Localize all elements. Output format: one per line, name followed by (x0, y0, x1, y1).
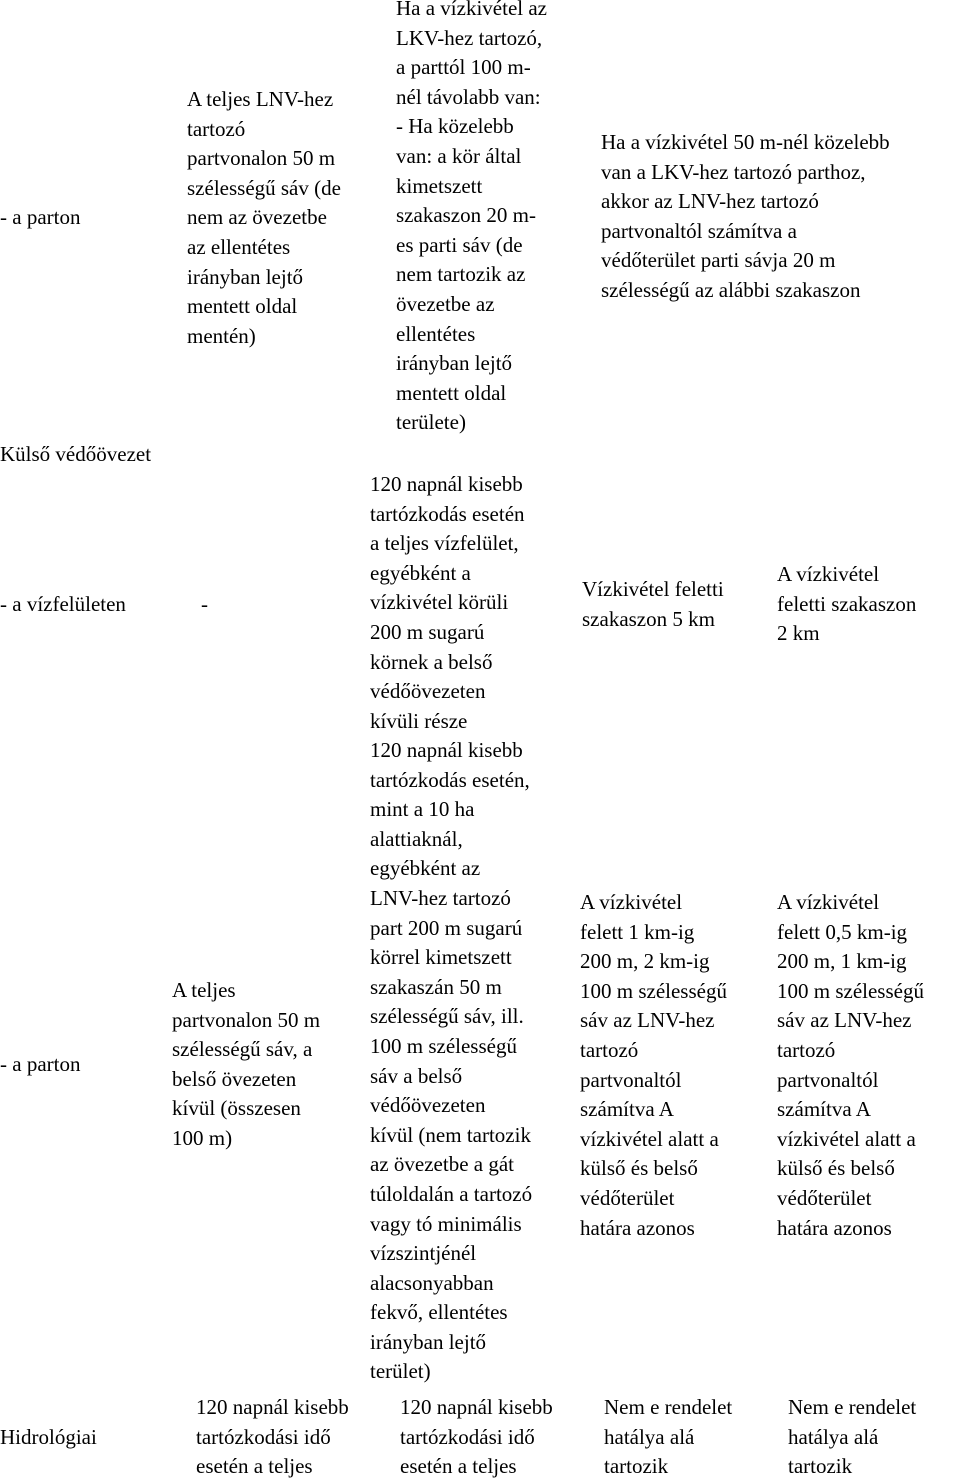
row-label-parton-lower: - a parton (0, 1052, 81, 1076)
group-label-kulso-vedoovezet: Külső védőövezet (0, 442, 152, 466)
row-label-vizfeluleten: - a vízfelületen (0, 592, 126, 616)
cell-parton-upper-col3: Ha a vízkivétel az LKV-hez tartozó, a parttól 100 m- nél távolabb van: - Ha közelebb van: a kör által kimetszett szakaszon 20 m- es parti sáv (de nem tartozik az övezetbe az ellentétes irányban lejtő mentett oldal területe) (396, 0, 547, 435)
cell-vizfelulet-col3: 120 napnál kisebb tartózkodás esetén a teljes vízfelület, egyébként a vízkivétel körüli 200 m sugarú körnek a belső védőövezeten kívüli része (370, 472, 525, 733)
cell-vizfelulet-col5: A vízkivétel feletti szakaszon 2 km (777, 562, 917, 646)
row-label-parton-upper: - a parton (0, 205, 81, 229)
row-label-hidrologiai: Hidrológiai (0, 1425, 97, 1449)
cell-parton-lower-col2: A teljes partvonalon 50 m szélességű sáv, a belső övezeten kívül (összesen 100 m) (172, 978, 321, 1150)
cell-parton-upper-col2: A teljes LNV-hez tartozó partvonalon 50 m szélességű sáv (de nem az övezetbe az ellentétes irányban lejtő mentett oldal mentén) (187, 87, 341, 348)
cell-vizfelulet-col4: Vízkivétel feletti szakaszon 5 km (582, 577, 724, 631)
cell-parton-lower-col4: A vízkivétel felett 1 km-ig 200 m, 2 km-ig 100 m szélességű sáv az LNV-hez tartozó partvonaltól számítva A vízkivétel alatt a külső és belső védőterület határa azonos (580, 890, 727, 1240)
cell-hidrologiai-col5: Nem e rendelet hatálya alá tartozik (788, 1395, 917, 1479)
cell-parton-upper-col45: Ha a vízkivétel 50 m-nél közelebb van a LKV-hez tartozó parthoz, akkor az LNV-hez tartozó partvonaltól számítva a védőterület parti sávja 20 m szélességű az alábbi szakaszon (601, 130, 890, 302)
cell-vizfelulet-col2: - (201, 592, 208, 616)
cell-hidrologiai-col3: 120 napnál kisebb tartózkodási idő esetén a teljes (400, 1395, 553, 1479)
cell-parton-lower-col3: 120 napnál kisebb tartózkodás esetén, mint a 10 ha alattiaknál, egyébként az LNV-hez tartozó part 200 m sugarú körrel kimetszett szakaszán 50 m szélességű sáv, ill. 100 m szélességű sáv a belső védőövezeten kívül (nem tartozik az övezetbe a gát túloldalán a tartozó vagy tó minimális vízszintjénél alacsonyabban fekvő, ellentétes irányban lejtő terület) (370, 738, 533, 1384)
cell-parton-lower-col5: A vízkivétel felett 0,5 km-ig 200 m, 1 km-ig 100 m szélességű sáv az LNV-hez tartozó partvonaltól számítva A vízkivétel alatt a külső és belső védőterület határa azonos (777, 890, 924, 1240)
cell-hidrologiai-col4: Nem e rendelet hatálya alá tartozik (604, 1395, 733, 1479)
cell-hidrologiai-col2: 120 napnál kisebb tartózkodási idő esetén a teljes (196, 1395, 349, 1479)
